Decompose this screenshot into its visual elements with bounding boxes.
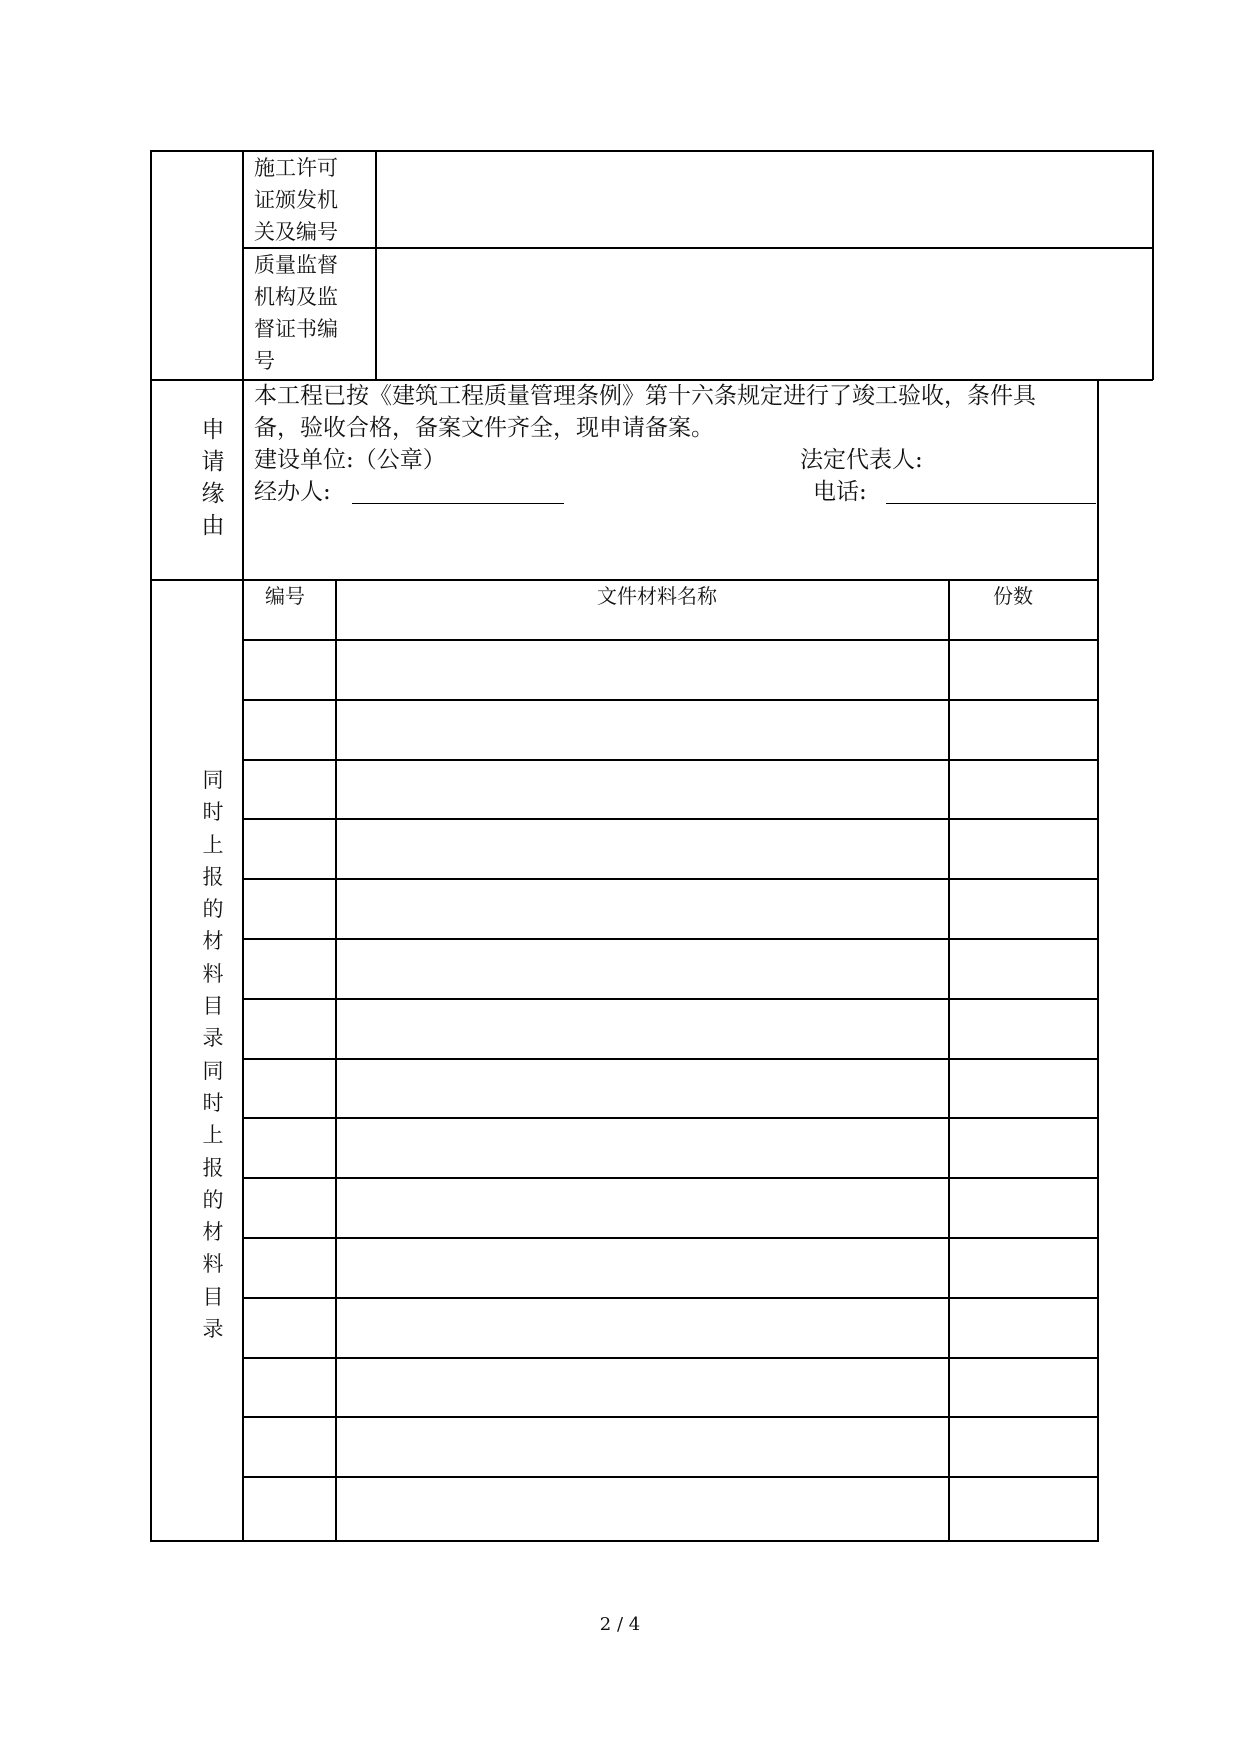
cell-name[interactable] xyxy=(338,1179,946,1235)
side-char: 时 xyxy=(202,800,224,825)
cell-copies[interactable] xyxy=(951,641,1095,697)
side-char: 同 xyxy=(202,1058,224,1083)
cell-copies[interactable] xyxy=(951,701,1095,757)
header-name: 文件材料名称 xyxy=(597,584,717,608)
cell-name[interactable] xyxy=(338,880,946,936)
cell-name[interactable] xyxy=(338,1478,946,1534)
application-statement xyxy=(254,380,1036,444)
side-char: 上 xyxy=(202,832,224,857)
cell-number[interactable] xyxy=(245,1418,333,1474)
side-char: 报 xyxy=(202,864,224,889)
cell-name[interactable] xyxy=(338,641,946,697)
cell-copies[interactable] xyxy=(951,1478,1095,1534)
side-char: 目 xyxy=(202,994,224,1019)
side-char: 上 xyxy=(202,1123,224,1148)
materials-side-label xyxy=(197,764,229,1345)
cell-number[interactable] xyxy=(245,820,333,876)
side-char: 材 xyxy=(202,1220,224,1245)
cell-copies[interactable] xyxy=(951,1299,1095,1355)
permit-authority-label xyxy=(254,152,338,248)
cell-name[interactable] xyxy=(338,1299,946,1355)
statement-line: 备，验收合格，备案文件齐全，现申请备案。 xyxy=(254,415,714,441)
side-char: 料 xyxy=(202,961,224,986)
cell-number[interactable] xyxy=(245,1000,333,1056)
phone-field[interactable] xyxy=(886,482,1096,504)
quality-supervision-label xyxy=(254,249,338,377)
cell-copies[interactable] xyxy=(951,1119,1095,1175)
header-number: 编号 xyxy=(265,584,305,608)
side-char: 目 xyxy=(202,1284,224,1309)
cell-name[interactable] xyxy=(338,1418,946,1474)
cell-copies[interactable] xyxy=(951,1418,1095,1474)
cell-copies[interactable] xyxy=(951,820,1095,876)
quality-supervision-field[interactable] xyxy=(377,249,1151,378)
cell-name[interactable] xyxy=(338,1119,946,1175)
cell-number[interactable] xyxy=(245,761,333,817)
permit-authority-field[interactable] xyxy=(377,152,1151,246)
supervision-label-line: 质量监督 xyxy=(254,253,338,277)
supervision-label-line: 号 xyxy=(254,349,275,373)
cell-copies[interactable] xyxy=(951,940,1095,996)
cell-copies[interactable] xyxy=(951,1000,1095,1056)
cell-name[interactable] xyxy=(338,940,946,996)
cell-copies[interactable] xyxy=(951,880,1095,936)
side-char: 料 xyxy=(202,1252,224,1277)
cell-name[interactable] xyxy=(338,1000,946,1056)
cell-number[interactable] xyxy=(245,641,333,697)
cell-copies[interactable] xyxy=(951,761,1095,817)
cell-number[interactable] xyxy=(245,1359,333,1415)
application-reason-label xyxy=(197,414,229,542)
phone-label: 电话: xyxy=(813,479,867,505)
construction-unit-label: 建设单位:（公章） xyxy=(254,447,446,473)
side-char: 的 xyxy=(202,897,224,922)
cell-name[interactable] xyxy=(338,1359,946,1415)
supervision-label-line: 机构及监 xyxy=(254,285,338,309)
cell-copies[interactable] xyxy=(951,1179,1095,1235)
legal-representative-label: 法定代表人: xyxy=(800,447,923,473)
cell-number[interactable] xyxy=(245,1478,333,1534)
permit-label-line: 证颁发机 xyxy=(254,188,338,212)
cell-name[interactable] xyxy=(338,1239,946,1295)
cell-copies[interactable] xyxy=(951,1239,1095,1295)
cell-name[interactable] xyxy=(338,761,946,817)
cell-number[interactable] xyxy=(245,940,333,996)
side-char: 时 xyxy=(202,1090,224,1115)
statement-line: 本工程已按《建筑工程质量管理条例》第十六条规定进行了竣工验收，条件具 xyxy=(254,383,1036,409)
side-char: 录 xyxy=(202,1317,224,1342)
cell-number[interactable] xyxy=(245,1060,333,1116)
side-char: 材 xyxy=(202,929,224,954)
permit-label-line: 施工许可 xyxy=(254,156,338,180)
cell-copies[interactable] xyxy=(951,1359,1095,1415)
cell-number[interactable] xyxy=(245,1239,333,1295)
page-number: 2 / 4 xyxy=(599,1614,641,1635)
side-char: 缘 xyxy=(201,481,225,507)
cell-number[interactable] xyxy=(245,1119,333,1175)
handler-field[interactable] xyxy=(352,482,564,504)
side-char: 录 xyxy=(202,1026,224,1051)
side-char: 报 xyxy=(202,1155,224,1180)
cell-number[interactable] xyxy=(245,701,333,757)
permit-label-line: 关及编号 xyxy=(254,220,338,244)
supervision-label-line: 督证书编 xyxy=(254,317,338,341)
cell-name[interactable] xyxy=(338,701,946,757)
cell-name[interactable] xyxy=(338,820,946,876)
side-char: 由 xyxy=(201,513,225,539)
cell-name[interactable] xyxy=(338,1060,946,1116)
cell-copies[interactable] xyxy=(951,1060,1095,1116)
cell-number[interactable] xyxy=(245,1179,333,1235)
side-char: 同 xyxy=(202,768,224,792)
side-char: 申 xyxy=(201,417,225,443)
side-char: 请 xyxy=(201,449,225,475)
side-char: 的 xyxy=(202,1187,224,1212)
cell-number[interactable] xyxy=(245,1299,333,1355)
cell-number[interactable] xyxy=(245,880,333,936)
header-copies: 份数 xyxy=(993,584,1033,608)
handler-label: 经办人: xyxy=(254,479,331,505)
